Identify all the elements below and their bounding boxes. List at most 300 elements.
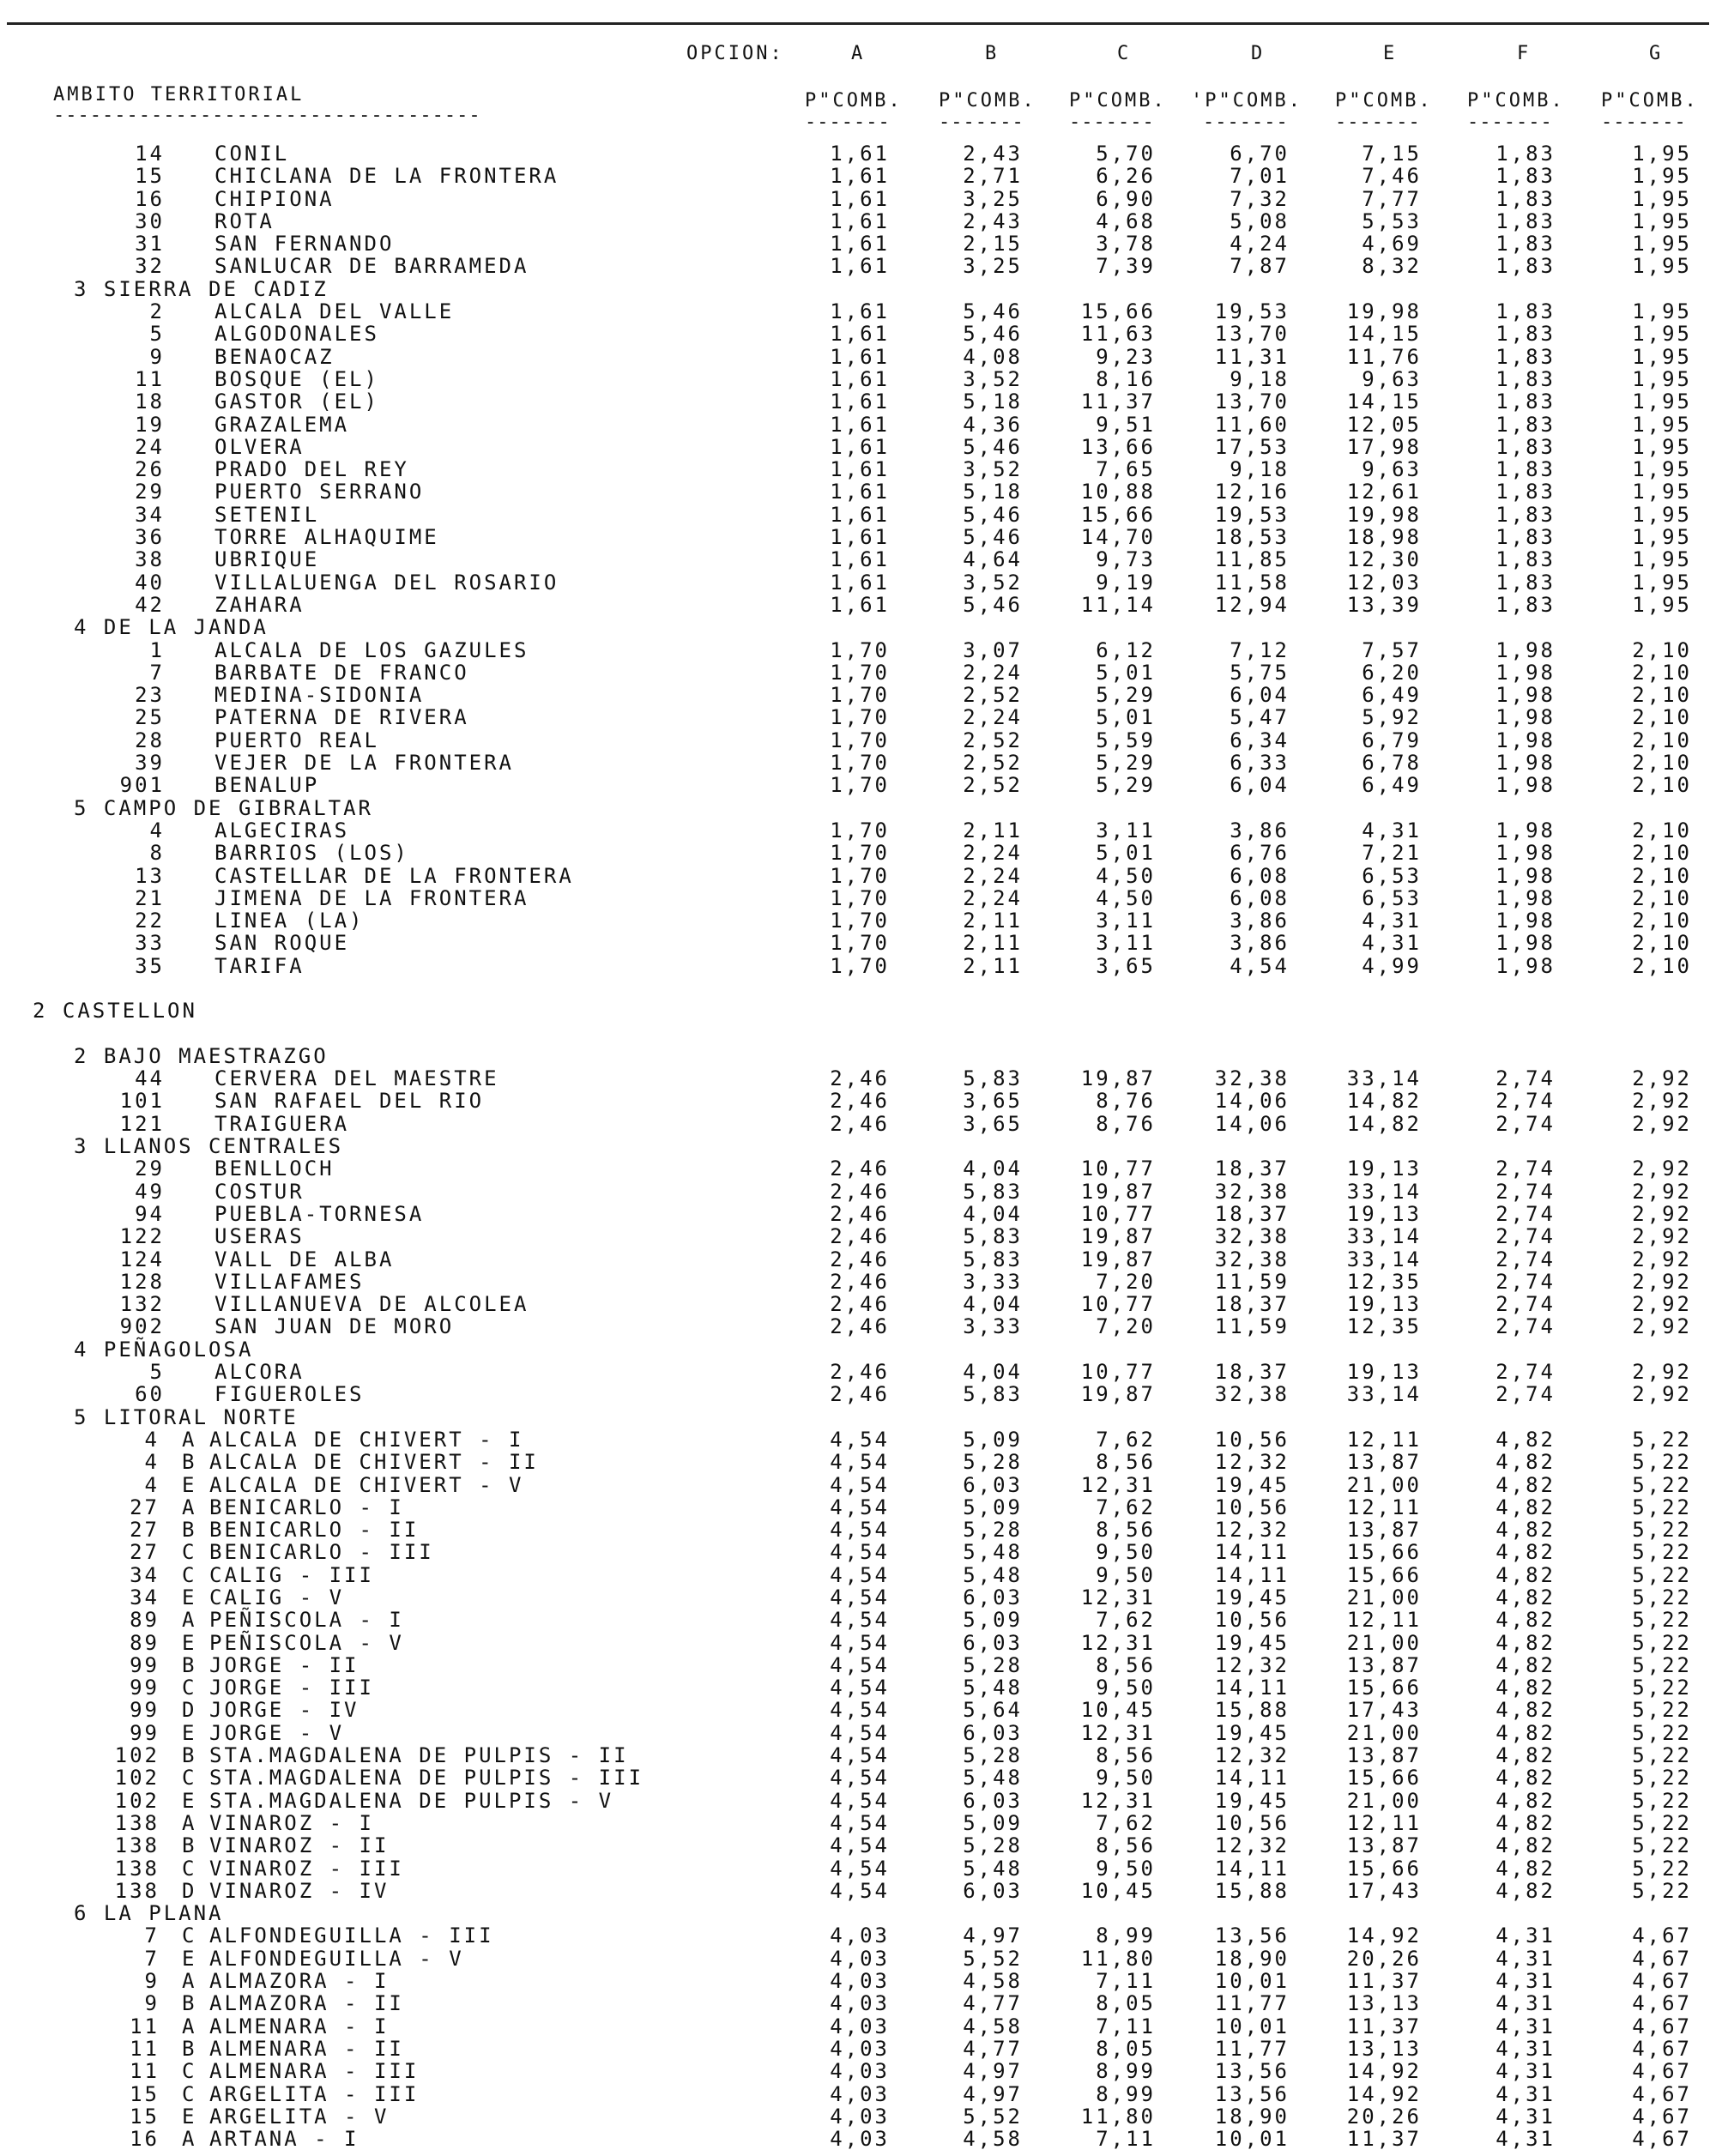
value-option-d: 11,85: [1214, 547, 1290, 572]
col-header-c: P"COMB.: [1069, 90, 1167, 112]
group-header-row: [0, 1045, 1716, 1067]
value-option-f: 4,82: [1495, 1788, 1556, 1813]
value-option-c: 10,77: [1080, 1157, 1156, 1181]
zone-suffix: E: [182, 1720, 197, 1745]
table-row: [0, 548, 1716, 571]
value-option-d: 10,01: [1214, 2014, 1290, 2038]
value-option-g: 1,95: [1632, 592, 1692, 617]
value-option-d: 12,32: [1214, 1833, 1290, 1858]
value-option-g: 1,95: [1632, 208, 1692, 233]
municipality-code: 25: [135, 705, 165, 730]
table-row: [0, 1632, 1716, 1654]
group-header-row: [0, 1406, 1716, 1428]
municipality-code: 102: [114, 1743, 160, 1768]
municipality-code: 94: [135, 1201, 165, 1226]
value-option-b: 5,83: [963, 1224, 1023, 1249]
value-option-c: 8,99: [1096, 2059, 1156, 2084]
value-option-f: 1,83: [1495, 525, 1556, 550]
municipality-name: VINAROZ - IV: [209, 1878, 390, 1903]
value-option-d: 12,32: [1214, 1743, 1290, 1768]
value-option-b: 5,09: [963, 1495, 1023, 1519]
value-option-g: 1,95: [1632, 390, 1692, 414]
municipality-name: BENICARLO - II: [209, 1518, 420, 1543]
municipality-name: GASTOR (EL): [214, 390, 379, 414]
value-option-a: 1,61: [830, 480, 890, 504]
table-row: [0, 323, 1716, 345]
table-row: [0, 1834, 1716, 1857]
value-option-a: 4,03: [830, 1969, 890, 1994]
value-option-d: 10,01: [1214, 2127, 1290, 2152]
value-option-c: 9,50: [1096, 1766, 1156, 1791]
value-option-b: 4,04: [963, 1292, 1023, 1317]
table-row: [0, 1428, 1716, 1451]
option-d: D: [1251, 43, 1266, 64]
table-row: [0, 729, 1716, 752]
value-option-c: 8,99: [1096, 2081, 1156, 2106]
municipality-name: VILLALUENGA DEL ROSARIO: [214, 570, 559, 595]
value-option-f: 4,82: [1495, 1562, 1556, 1587]
municipality-code: 34: [130, 1585, 160, 1609]
value-option-e: 6,49: [1362, 683, 1422, 708]
value-option-g: 2,10: [1632, 751, 1692, 776]
municipality-code: 35: [135, 953, 165, 978]
opcion-label: OPCION:: [686, 43, 784, 64]
value-option-b: 4,36: [963, 412, 1023, 437]
value-option-f: 2,74: [1495, 1269, 1556, 1294]
municipality-code: 7: [149, 660, 165, 685]
value-option-b: 4,58: [963, 2127, 1023, 2152]
table-row: [0, 142, 1716, 165]
value-option-b: 5,46: [963, 502, 1023, 527]
value-option-e: 13,13: [1346, 1991, 1422, 2016]
option-b: B: [985, 43, 1000, 64]
value-option-g: 2,10: [1632, 637, 1692, 662]
value-option-a: 4,03: [830, 1946, 890, 1971]
municipality-name: SAN JUAN DE MORO: [214, 1314, 455, 1339]
value-option-g: 2,10: [1632, 705, 1692, 730]
value-option-f: 4,82: [1495, 1518, 1556, 1543]
value-option-g: 5,22: [1632, 1495, 1692, 1519]
municipality-name: VEJER DE LA FRONTERA: [214, 751, 514, 776]
group-label: 6 LA PLANA: [74, 1901, 224, 1926]
value-option-c: 19,87: [1080, 1179, 1156, 1204]
municipality-code: 28: [135, 728, 165, 752]
table-row: [0, 1609, 1716, 1631]
value-option-d: 18,37: [1214, 1201, 1290, 1226]
value-option-g: 5,22: [1632, 1427, 1692, 1452]
value-option-g: 1,95: [1632, 232, 1692, 257]
value-option-g: 5,22: [1632, 1472, 1692, 1497]
value-option-g: 5,22: [1632, 1540, 1692, 1565]
zone-suffix: E: [182, 1472, 197, 1497]
table-row: [0, 2083, 1716, 2105]
value-option-c: 9,73: [1096, 547, 1156, 572]
value-option-g: 5,22: [1632, 1833, 1692, 1858]
municipality-code: 49: [135, 1179, 165, 1204]
value-option-a: 4,54: [830, 1562, 890, 1587]
value-option-g: 2,92: [1632, 1179, 1692, 1204]
value-option-a: 4,54: [830, 1608, 890, 1633]
municipality-name: JORGE - IV: [209, 1698, 360, 1723]
value-option-b: 2,24: [963, 863, 1023, 888]
value-option-e: 12,11: [1346, 1608, 1422, 1633]
zone-suffix: A: [182, 1810, 197, 1835]
municipality-code: 102: [114, 1788, 160, 1813]
value-option-c: 12,31: [1080, 1472, 1156, 1497]
municipality-name: ALCALA DE CHIVERT - II: [209, 1450, 539, 1475]
value-option-e: 12,11: [1346, 1427, 1422, 1452]
col-underline-d: -------: [1203, 112, 1289, 133]
table-row: [0, 2060, 1716, 2082]
province-header-row: [0, 999, 1716, 1022]
value-option-e: 19,13: [1346, 1360, 1422, 1385]
value-option-c: 5,29: [1096, 751, 1156, 776]
value-option-f: 2,74: [1495, 1224, 1556, 1249]
value-option-e: 14,92: [1346, 2081, 1422, 2106]
value-option-a: 1,70: [830, 953, 890, 978]
value-option-b: 4,77: [963, 2036, 1023, 2061]
value-option-a: 4,03: [830, 2014, 890, 2038]
value-option-c: 5,29: [1096, 773, 1156, 798]
value-option-b: 2,52: [963, 751, 1023, 776]
value-option-c: 8,56: [1096, 1833, 1156, 1858]
top-rule: [7, 22, 1709, 25]
table-row: [0, 1271, 1716, 1293]
zone-suffix: E: [182, 1585, 197, 1609]
value-option-c: 11,80: [1080, 2104, 1156, 2129]
value-option-d: 32,38: [1214, 1247, 1290, 1271]
blank-row: [0, 1023, 1716, 1045]
value-option-c: 19,87: [1080, 1382, 1156, 1407]
value-option-e: 11,37: [1346, 2014, 1422, 2038]
value-option-e: 13,13: [1346, 2036, 1422, 2061]
municipality-code: 14: [135, 142, 165, 166]
value-option-f: 1,83: [1495, 480, 1556, 504]
value-option-b: 2,52: [963, 728, 1023, 752]
value-option-a: 4,54: [830, 1676, 890, 1700]
municipality-name: STA.MAGDALENA DE PULPIS - III: [209, 1766, 644, 1791]
municipality-name: ALMENARA - III: [209, 2059, 420, 2084]
group-label: 2 BAJO MAESTRAZGO: [74, 1043, 329, 1068]
municipality-name: MEDINA-SIDONIA: [214, 683, 425, 708]
value-option-e: 13,87: [1346, 1743, 1422, 1768]
value-option-d: 12,32: [1214, 1652, 1290, 1677]
municipality-name: VINAROZ - I: [209, 1810, 374, 1835]
value-option-c: 9,50: [1096, 1540, 1156, 1565]
zone-suffix: B: [182, 1743, 197, 1768]
table-row: [0, 1248, 1716, 1271]
value-option-b: 5,46: [963, 299, 1023, 324]
value-option-f: 2,74: [1495, 1382, 1556, 1407]
municipality-code: 40: [135, 570, 165, 595]
municipality-code: 19: [135, 412, 165, 437]
value-option-b: 5,46: [963, 322, 1023, 347]
value-option-e: 4,31: [1362, 909, 1422, 933]
municipality-code: 29: [135, 480, 165, 504]
zone-suffix: D: [182, 1698, 197, 1723]
value-option-a: 4,03: [830, 2059, 890, 2084]
value-option-g: 2,10: [1632, 931, 1692, 956]
table-row: [0, 2038, 1716, 2060]
value-option-e: 12,03: [1346, 570, 1422, 595]
value-option-e: 6,79: [1362, 728, 1422, 752]
value-option-c: 10,77: [1080, 1201, 1156, 1226]
value-option-a: 1,70: [830, 931, 890, 956]
municipality-code: 42: [135, 592, 165, 617]
value-option-f: 1,98: [1495, 705, 1556, 730]
municipality-code: 27: [130, 1540, 160, 1565]
municipality-name: BENLLOCH: [214, 1157, 335, 1181]
value-option-g: 1,95: [1632, 344, 1692, 369]
value-option-a: 1,70: [830, 637, 890, 662]
zone-suffix: C: [182, 1766, 197, 1791]
value-option-f: 1,83: [1495, 186, 1556, 211]
value-option-d: 12,32: [1214, 1518, 1290, 1543]
value-option-e: 5,53: [1362, 208, 1422, 233]
municipality-code: 60: [135, 1382, 165, 1407]
value-option-g: 5,22: [1632, 1585, 1692, 1609]
table-row: [0, 2015, 1716, 2038]
value-option-g: 1,95: [1632, 254, 1692, 279]
value-option-d: 13,56: [1214, 2081, 1290, 2106]
table-row: [0, 2128, 1716, 2150]
municipality-code: 128: [119, 1269, 165, 1294]
province-label: 2 CASTELLON: [33, 999, 197, 1024]
value-option-g: 4,67: [1632, 2014, 1692, 2038]
value-option-e: 12,11: [1346, 1495, 1422, 1519]
value-option-e: 17,43: [1346, 1878, 1422, 1903]
zone-suffix: B: [182, 1450, 197, 1475]
value-option-d: 18,37: [1214, 1157, 1290, 1181]
value-option-f: 1,83: [1495, 164, 1556, 189]
table-row: [0, 1857, 1716, 1880]
value-option-g: 1,95: [1632, 525, 1692, 550]
table-row: [0, 661, 1716, 684]
municipality-name: VILLANUEVA DE ALCOLEA: [214, 1292, 529, 1317]
value-option-a: 2,46: [830, 1201, 890, 1226]
table-row: [0, 887, 1716, 909]
municipality-code: 9: [144, 1969, 160, 1994]
value-option-f: 1,83: [1495, 142, 1556, 166]
value-option-g: 2,10: [1632, 885, 1692, 910]
value-option-e: 33,14: [1346, 1066, 1422, 1091]
value-option-a: 1,61: [830, 457, 890, 482]
value-option-e: 13,87: [1346, 1518, 1422, 1543]
table-row: [0, 1541, 1716, 1563]
value-option-d: 6,70: [1230, 142, 1290, 166]
table-row: [0, 752, 1716, 774]
value-option-f: 4,82: [1495, 1878, 1556, 1903]
municipality-name: ZAHARA: [214, 592, 305, 617]
value-option-b: 2,43: [963, 142, 1023, 166]
value-option-f: 4,82: [1495, 1743, 1556, 1768]
value-option-b: 5,46: [963, 592, 1023, 617]
municipality-name: USERAS: [214, 1224, 305, 1249]
value-option-a: 4,54: [830, 1810, 890, 1835]
value-option-f: 1,98: [1495, 818, 1556, 842]
value-option-a: 1,61: [830, 164, 890, 189]
value-option-f: 4,82: [1495, 1698, 1556, 1723]
zone-suffix: A: [182, 2127, 197, 2152]
value-option-d: 4,54: [1230, 953, 1290, 978]
col-underline-e: -------: [1335, 112, 1421, 133]
value-option-e: 13,87: [1346, 1652, 1422, 1677]
table-row: [0, 1203, 1716, 1225]
municipality-code: 102: [114, 1766, 160, 1791]
value-option-a: 2,46: [830, 1157, 890, 1181]
value-option-f: 4,31: [1495, 1923, 1556, 1948]
value-option-g: 1,95: [1632, 186, 1692, 211]
value-option-g: 1,95: [1632, 480, 1692, 504]
value-option-b: 6,03: [963, 1878, 1023, 1903]
value-option-g: 5,22: [1632, 1676, 1692, 1700]
value-option-e: 19,13: [1346, 1157, 1422, 1181]
municipality-name: VINAROZ - III: [209, 1856, 404, 1881]
table-row: [0, 1766, 1716, 1789]
value-option-g: 2,92: [1632, 1292, 1692, 1317]
value-option-d: 10,56: [1214, 1810, 1290, 1835]
value-option-c: 6,26: [1096, 164, 1156, 189]
value-option-f: 1,98: [1495, 909, 1556, 933]
value-option-c: 4,50: [1096, 863, 1156, 888]
blank-row: [0, 977, 1716, 999]
value-option-e: 7,77: [1362, 186, 1422, 211]
value-option-g: 4,67: [1632, 2081, 1692, 2106]
municipality-name: CASTELLAR DE LA FRONTERA: [214, 863, 574, 888]
value-option-b: 3,52: [963, 457, 1023, 482]
col-header-b: P"COMB.: [939, 90, 1036, 112]
table-row: [0, 639, 1716, 661]
value-option-f: 4,31: [1495, 2081, 1556, 2106]
value-option-e: 19,98: [1346, 299, 1422, 324]
table-row: [0, 1090, 1716, 1112]
value-option-e: 17,98: [1346, 434, 1422, 459]
value-option-b: 2,24: [963, 841, 1023, 866]
value-option-g: 1,95: [1632, 322, 1692, 347]
value-option-d: 13,56: [1214, 2059, 1290, 2084]
value-option-c: 7,11: [1096, 2014, 1156, 2038]
table-row: [0, 1948, 1716, 1970]
value-option-a: 1,61: [830, 366, 890, 391]
value-option-a: 4,54: [830, 1743, 890, 1768]
table-row: [0, 1699, 1716, 1721]
municipality-name: JORGE - III: [209, 1676, 374, 1700]
municipality-name: ALGECIRAS: [214, 818, 350, 842]
value-option-e: 33,14: [1346, 1382, 1422, 1407]
table-row: [0, 1744, 1716, 1766]
value-option-a: 2,46: [830, 1247, 890, 1271]
value-option-d: 11,31: [1214, 344, 1290, 369]
municipality-code: 122: [119, 1224, 165, 1249]
table-row: [0, 1157, 1716, 1180]
municipality-name: VILLAFAMES: [214, 1269, 365, 1294]
value-option-d: 11,58: [1214, 570, 1290, 595]
value-option-b: 6,03: [963, 1788, 1023, 1813]
value-option-f: 1,98: [1495, 841, 1556, 866]
value-option-g: 4,67: [1632, 2104, 1692, 2129]
value-option-a: 4,54: [830, 1450, 890, 1475]
municipality-name: VINAROZ - II: [209, 1833, 390, 1858]
value-option-c: 3,78: [1096, 232, 1156, 257]
value-option-d: 6,08: [1230, 863, 1290, 888]
value-option-a: 4,54: [830, 1698, 890, 1723]
value-option-b: 5,48: [963, 1676, 1023, 1700]
value-option-d: 19,53: [1214, 299, 1290, 324]
municipality-code: 99: [130, 1676, 160, 1700]
value-option-b: 2,11: [963, 818, 1023, 842]
table-row: [0, 300, 1716, 323]
value-option-b: 5,83: [963, 1247, 1023, 1271]
value-option-c: 5,01: [1096, 660, 1156, 685]
value-option-a: 1,70: [830, 751, 890, 776]
value-option-a: 4,54: [830, 1495, 890, 1519]
table-row: [0, 1880, 1716, 1902]
value-option-d: 19,45: [1214, 1788, 1290, 1813]
value-option-b: 5,28: [963, 1652, 1023, 1677]
value-option-e: 6,53: [1362, 885, 1422, 910]
value-option-d: 19,45: [1214, 1585, 1290, 1609]
municipality-code: 99: [130, 1652, 160, 1677]
value-option-a: 4,54: [830, 1472, 890, 1497]
group-label: 5 LITORAL NORTE: [74, 1404, 299, 1429]
municipality-name: BENALUP: [214, 773, 320, 798]
value-option-b: 5,09: [963, 1810, 1023, 1835]
value-option-a: 1,61: [830, 412, 890, 437]
table-row: [0, 1496, 1716, 1519]
value-option-a: 4,03: [830, 2127, 890, 2152]
value-option-e: 4,31: [1362, 931, 1422, 956]
value-option-e: 21,00: [1346, 1585, 1422, 1609]
table-row: [0, 346, 1716, 368]
value-option-f: 1,83: [1495, 457, 1556, 482]
value-option-g: 2,92: [1632, 1269, 1692, 1294]
value-option-e: 15,66: [1346, 1562, 1422, 1587]
value-option-g: 2,92: [1632, 1382, 1692, 1407]
value-option-f: 2,74: [1495, 1157, 1556, 1181]
table-row: [0, 1676, 1716, 1699]
value-option-f: 4,31: [1495, 1946, 1556, 1971]
municipality-code: 9: [144, 1991, 160, 2016]
zone-suffix: C: [182, 1562, 197, 1587]
value-option-a: 1,70: [830, 863, 890, 888]
col-underline-c: -------: [1069, 112, 1155, 133]
table-row: [0, 1113, 1716, 1135]
value-option-b: 3,65: [963, 1111, 1023, 1136]
zone-suffix: C: [182, 1923, 197, 1948]
value-option-g: 4,67: [1632, 2127, 1692, 2152]
value-option-f: 4,82: [1495, 1608, 1556, 1633]
value-option-g: 2,92: [1632, 1201, 1692, 1226]
value-option-d: 18,90: [1214, 1946, 1290, 1971]
value-option-b: 4,64: [963, 547, 1023, 572]
value-option-b: 3,65: [963, 1089, 1023, 1114]
zone-suffix: E: [182, 1946, 197, 1971]
value-option-d: 3,86: [1230, 818, 1290, 842]
value-option-c: 8,05: [1096, 1991, 1156, 2016]
value-option-a: 1,61: [830, 502, 890, 527]
table-row: [0, 1383, 1716, 1405]
municipality-name: BARBATE DE FRANCO: [214, 660, 469, 685]
municipality-code: 4: [144, 1427, 160, 1452]
value-option-f: 1,98: [1495, 773, 1556, 798]
value-option-g: 1,95: [1632, 457, 1692, 482]
value-option-e: 17,43: [1346, 1698, 1422, 1723]
value-option-e: 13,39: [1346, 592, 1422, 617]
table-row: [0, 1451, 1716, 1473]
value-option-c: 10,77: [1080, 1292, 1156, 1317]
municipality-code: 902: [119, 1314, 165, 1339]
municipality-code: 89: [130, 1608, 160, 1633]
